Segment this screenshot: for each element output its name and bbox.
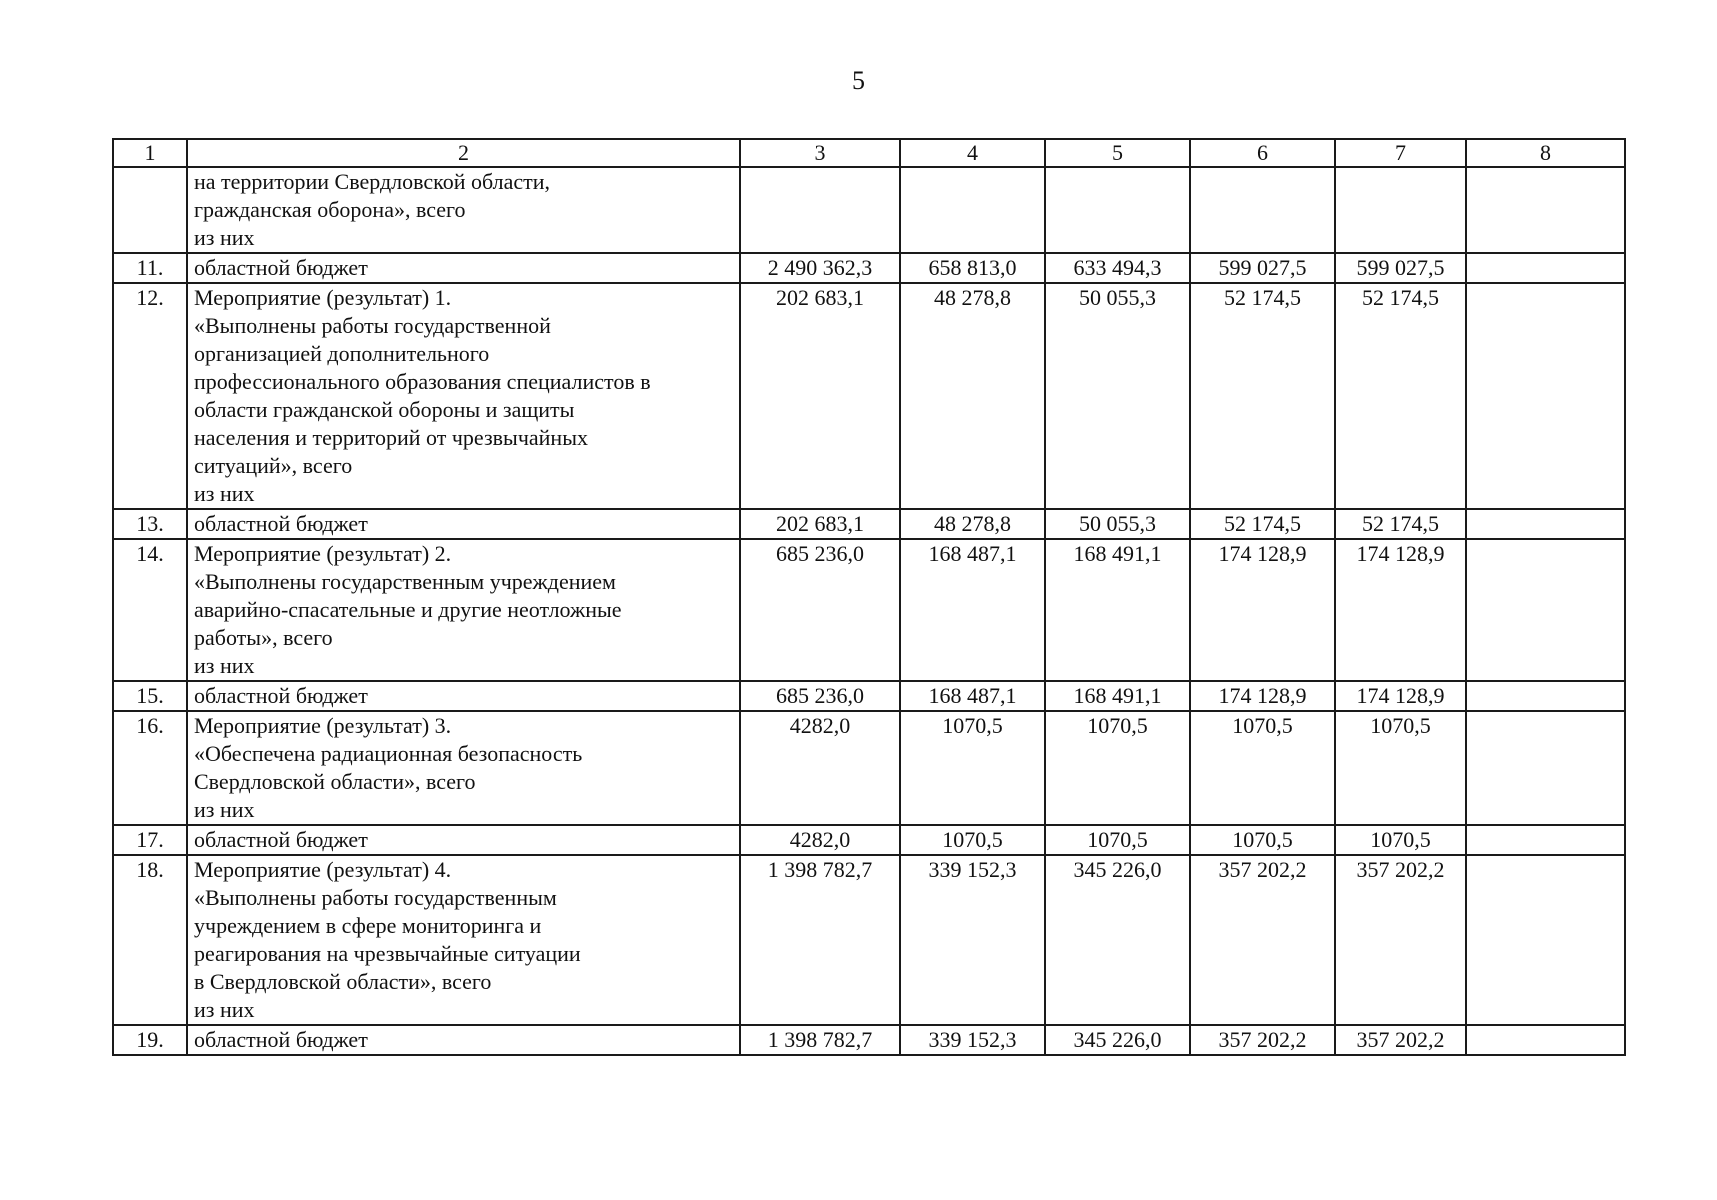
table-row <box>113 283 1625 509</box>
row-description-cell: областной бюджет <box>187 253 740 283</box>
row-value-cell: 52 174,5 <box>1335 283 1466 509</box>
row-value-cell: 1 398 782,7 <box>740 1025 900 1055</box>
row-value-cell: 168 487,1 <box>900 681 1045 711</box>
row-value-cell: 4282,0 <box>740 711 900 825</box>
row-description-cell: Мероприятие (результат) 3. «Обеспечена радиационная безопасность Свердловской области», всего из них <box>187 711 740 825</box>
row-value-cell: 52 174,5 <box>1335 509 1466 539</box>
row-value-cell: 174 128,9 <box>1335 539 1466 681</box>
row-value-cell: 633 494,3 <box>1045 253 1190 283</box>
row-value-cell: 685 236,0 <box>740 539 900 681</box>
row-value-cell <box>1466 711 1625 825</box>
row-value-cell: 685 236,0 <box>740 681 900 711</box>
row-value-cell: 174 128,9 <box>1335 681 1466 711</box>
column-header: 6 <box>1190 139 1335 167</box>
row-value-cell: 2 490 362,3 <box>740 253 900 283</box>
row-value-cell: 52 174,5 <box>1190 509 1335 539</box>
row-value-cell: 1070,5 <box>1190 825 1335 855</box>
row-value-cell: 1070,5 <box>1335 711 1466 825</box>
table-row <box>113 711 1625 825</box>
row-number-cell: 18. <box>113 855 187 1025</box>
row-value-cell: 202 683,1 <box>740 509 900 539</box>
row-value-cell: 168 491,1 <box>1045 681 1190 711</box>
table-header-row <box>113 139 1625 167</box>
row-description-cell: Мероприятие (результат) 4. «Выполнены работы государственным учреждением в сфере мониторинга и реагирования на чрезвычайные ситуации в Свердловской области», всего из них <box>187 855 740 1025</box>
row-description-cell: областной бюджет <box>187 825 740 855</box>
row-value-cell: 4282,0 <box>740 825 900 855</box>
row-value-cell: 174 128,9 <box>1190 681 1335 711</box>
row-value-cell: 48 278,8 <box>900 283 1045 509</box>
row-value-cell <box>740 167 900 253</box>
row-value-cell: 202 683,1 <box>740 283 900 509</box>
row-value-cell <box>1466 1025 1625 1055</box>
column-header: 8 <box>1466 139 1625 167</box>
row-value-cell <box>1466 539 1625 681</box>
table-row <box>113 825 1625 855</box>
row-value-cell: 339 152,3 <box>900 1025 1045 1055</box>
row-value-cell <box>1190 167 1335 253</box>
row-value-cell: 1070,5 <box>900 711 1045 825</box>
row-value-cell: 357 202,2 <box>1190 855 1335 1025</box>
row-number-cell: 11. <box>113 253 187 283</box>
row-value-cell: 168 491,1 <box>1045 539 1190 681</box>
row-description-cell: Мероприятие (результат) 1. «Выполнены работы государственной организацией дополнительного профессионального образования специалистов в области гражданской обороны и защиты населения и территорий от чрезвычайных ситуаций», всего из них <box>187 283 740 509</box>
row-value-cell <box>1466 509 1625 539</box>
page-number: 5 <box>852 66 865 95</box>
row-value-cell <box>1466 681 1625 711</box>
row-number-cell: 14. <box>113 539 187 681</box>
column-header: 1 <box>113 139 187 167</box>
row-value-cell: 52 174,5 <box>1190 283 1335 509</box>
row-value-cell: 1070,5 <box>900 825 1045 855</box>
table-body <box>113 167 1625 1055</box>
row-value-cell <box>1466 167 1625 253</box>
row-number-cell: 15. <box>113 681 187 711</box>
row-value-cell: 599 027,5 <box>1335 253 1466 283</box>
row-value-cell <box>1466 825 1625 855</box>
row-value-cell: 50 055,3 <box>1045 283 1190 509</box>
row-value-cell: 1070,5 <box>1190 711 1335 825</box>
row-value-cell: 1 398 782,7 <box>740 855 900 1025</box>
row-number-cell: 19. <box>113 1025 187 1055</box>
column-header: 2 <box>187 139 740 167</box>
column-header: 4 <box>900 139 1045 167</box>
row-value-cell: 1070,5 <box>1045 825 1190 855</box>
table-row <box>113 509 1625 539</box>
row-description-cell: Мероприятие (результат) 2. «Выполнены государственным учреждением аварийно-спасательные и другие неотложные работы», всего из них <box>187 539 740 681</box>
table-row <box>113 253 1625 283</box>
row-value-cell: 357 202,2 <box>1335 1025 1466 1055</box>
row-description-cell: областной бюджет <box>187 681 740 711</box>
row-description-cell: областной бюджет <box>187 1025 740 1055</box>
row-value-cell: 1070,5 <box>1045 711 1190 825</box>
row-value-cell: 357 202,2 <box>1335 855 1466 1025</box>
row-number-cell <box>113 167 187 253</box>
row-value-cell: 345 226,0 <box>1045 855 1190 1025</box>
row-value-cell <box>1466 855 1625 1025</box>
table-row <box>113 681 1625 711</box>
row-value-cell: 357 202,2 <box>1190 1025 1335 1055</box>
row-number-cell: 13. <box>113 509 187 539</box>
table-row <box>113 855 1625 1025</box>
row-value-cell: 599 027,5 <box>1190 253 1335 283</box>
row-description-cell: на территории Свердловской области, гражданская оборона», всего из них <box>187 167 740 253</box>
table-row <box>113 539 1625 681</box>
table-row <box>113 1025 1625 1055</box>
row-value-cell: 345 226,0 <box>1045 1025 1190 1055</box>
column-header: 3 <box>740 139 900 167</box>
row-value-cell: 339 152,3 <box>900 855 1045 1025</box>
column-header: 5 <box>1045 139 1190 167</box>
column-header: 7 <box>1335 139 1466 167</box>
row-value-cell <box>1466 253 1625 283</box>
row-value-cell <box>900 167 1045 253</box>
row-description-cell: областной бюджет <box>187 509 740 539</box>
row-value-cell: 48 278,8 <box>900 509 1045 539</box>
row-value-cell: 1070,5 <box>1335 825 1466 855</box>
row-value-cell <box>1466 283 1625 509</box>
table-row <box>113 167 1625 253</box>
row-value-cell <box>1045 167 1190 253</box>
row-number-cell: 17. <box>113 825 187 855</box>
row-value-cell: 168 487,1 <box>900 539 1045 681</box>
row-value-cell: 174 128,9 <box>1190 539 1335 681</box>
row-number-cell: 16. <box>113 711 187 825</box>
row-number-cell: 12. <box>113 283 187 509</box>
budget-table <box>112 138 1626 1056</box>
row-value-cell <box>1335 167 1466 253</box>
row-value-cell: 658 813,0 <box>900 253 1045 283</box>
row-value-cell: 50 055,3 <box>1045 509 1190 539</box>
